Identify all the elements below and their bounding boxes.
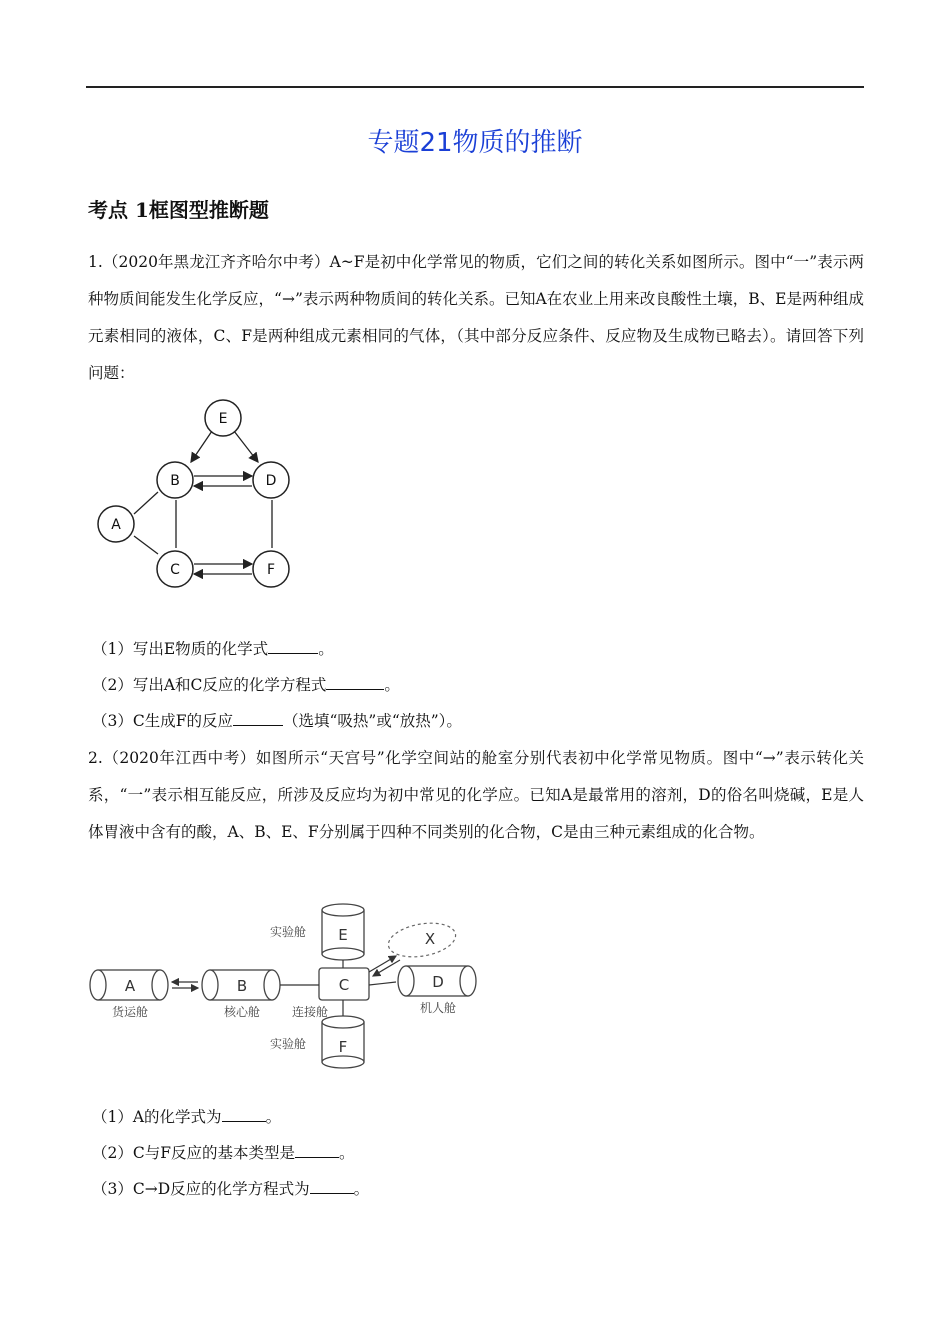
label-lab-f: 实验舱 xyxy=(269,1037,307,1051)
problem-2-text: 2.（2020年江西中考）如图所示“天宫号”化学空间站的舱室分别代表初中化学常见物质。图中“→”表示转化关系，“一”表示相互能反应，所涉及反应均为初中常见的化学应。已知A是最常用的溶剂，D的俗名叫烧碱，E是人体胃液中含有的酸，A、B、E、F分别属于四种不同类别的化合物，C是由三种元素组成的化合物。 xyxy=(88,749,864,841)
problem-2-question-2: （2）C与F反应的基本类型是 。 xyxy=(92,1140,355,1166)
cabin-f-label: F xyxy=(338,1038,348,1056)
edge-a-c xyxy=(134,536,158,554)
node-e-label: E xyxy=(218,411,228,427)
problem-1-diagram xyxy=(88,396,308,596)
label-connect: 连接舱 xyxy=(291,1005,329,1019)
answer-blank[interactable] xyxy=(268,637,318,654)
answer-blank[interactable] xyxy=(233,709,283,726)
edge-c-x xyxy=(369,956,396,972)
label-robot: 机人舱 xyxy=(419,1001,457,1015)
node-f-label: F xyxy=(266,562,276,578)
section-heading: 考点 1框图型推断题 xyxy=(88,198,269,222)
label-lab-e: 实验舱 xyxy=(269,925,307,939)
edge-b-a xyxy=(134,492,158,514)
node-d-label: D xyxy=(265,473,277,489)
cabin-d-label: D xyxy=(432,973,444,991)
problem-1-question-3: （3）C生成F的反应 （选填“吸热”或“放热”）。 xyxy=(92,708,462,734)
header-rule xyxy=(86,86,864,88)
edge-e-b xyxy=(191,431,212,462)
answer-blank[interactable] xyxy=(310,1177,354,1194)
problem-2-question-1: （1）A的化学式为 。 xyxy=(92,1104,281,1130)
answer-blank[interactable] xyxy=(326,673,384,690)
cabin-a-label: A xyxy=(124,977,136,995)
cabin-b-label: B xyxy=(236,977,248,995)
edge-e-d xyxy=(234,431,258,462)
cabin-e-label: E xyxy=(338,926,348,944)
cabin-x xyxy=(386,918,459,961)
page-title: 专题21物质的推断 xyxy=(367,128,583,158)
label-core: 核心舱 xyxy=(223,1005,261,1019)
label-cargo: 货运舱 xyxy=(111,1005,149,1019)
problem-1-question-1: （1）写出E物质的化学式 。 xyxy=(92,636,334,662)
answer-blank[interactable] xyxy=(222,1105,266,1122)
edge-c-d xyxy=(369,982,396,985)
problem-1-question-2: （2）写出A和C反应的化学方程式 。 xyxy=(92,672,400,698)
node-a-label: A xyxy=(111,517,121,533)
cabin-x-label: X xyxy=(424,930,436,948)
edge-x-c xyxy=(373,960,400,976)
cabin-c-label: C xyxy=(338,976,350,994)
node-c-label: C xyxy=(170,562,180,578)
problem-2-diagram xyxy=(86,900,486,1070)
node-b-label: B xyxy=(170,473,180,489)
problem-1-text: 1.（2020年黑龙江齐齐哈尔中考）A~F是初中化学常见的物质，它们之间的转化关系如图所示。图中“一”表示两种物质间能发生化学反应，“→”表示两种物质间的转化关系。已知A在农业上用来改良酸性土壤，B、E是两种组成元素相同的液体，C、F是两种组成元素相同的气体，（其中部分反应条件、反应物及生成物已略去）。请回答下列问题： xyxy=(88,253,864,382)
answer-blank[interactable] xyxy=(295,1141,339,1158)
problem-2-question-3: （3）C→D反应的化学方程式为 。 xyxy=(92,1176,369,1202)
